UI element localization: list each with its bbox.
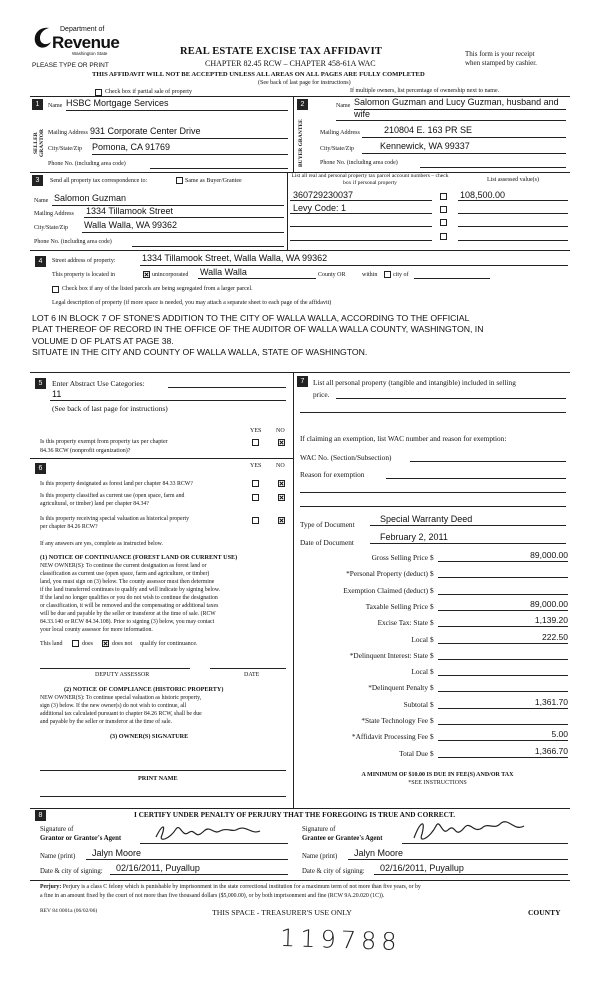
section-3-number: 3	[32, 175, 43, 186]
assessed-1: 108,500.00	[460, 190, 506, 200]
dor-logo-line1: Department of	[60, 26, 105, 33]
corr-name-label: Name	[34, 198, 49, 204]
warning-text: THIS AFFIDAVIT WILL NOT BE ACCEPTED UNLESS ALL AREAS ON ALL PAGES ARE FULLY COMPLETED	[92, 71, 425, 78]
notice-compliance-line: additional tax calculated pursuant to chapter 84.26 RCW, shall be due	[40, 711, 202, 717]
section-7-number: 7	[297, 376, 308, 387]
notice-compliance-line: and payable by the seller or transferor at the time of sale.	[40, 719, 172, 725]
street-address: 1334 Tillamook Street, Walla Walla, WA 99362	[142, 253, 328, 263]
tax-row-label: Exemption Claimed (deduct)	[343, 585, 428, 595]
doc-type-label: Type of Document	[300, 520, 355, 529]
section-2-number: 2	[297, 99, 308, 110]
s5-no-header: NO	[276, 428, 285, 434]
seller-city: Pomona, CA 91769	[92, 142, 171, 152]
grantee-signature	[404, 808, 554, 848]
tax-row-line	[438, 577, 568, 578]
receipt-note-2: when stamped by cashier.	[465, 59, 537, 67]
buyer-name-line2: wife	[354, 109, 371, 119]
personal-property-line-1: List all personal property (tangible and intangible) included in selling	[313, 378, 516, 387]
abstract-use-value: 11	[52, 389, 62, 399]
doc-type: Special Warranty Deed	[380, 514, 473, 524]
grantor-name: Jalyn Moore	[92, 848, 142, 858]
grantor-date-label: Date & city of signing:	[40, 868, 103, 875]
notice-continuance-line: land, you must sign on (3) below. The county assessor must then determine	[40, 579, 215, 585]
corr-name: Salomon Guzman	[54, 193, 127, 203]
tax-row	[300, 682, 568, 698]
tax-row-dollar: $	[430, 618, 434, 628]
historic-question-2: per chapter 84.26 RCW?	[40, 524, 98, 530]
grantee-agent-label: Grantee or Grantee's Agent	[302, 835, 383, 842]
forest-land-question: Is this property designated as forest land per chapter 84.33 RCW?	[40, 481, 193, 487]
assessed-header: List assessed value(s)	[487, 177, 539, 183]
treasurer-use-label: THIS SPACE - TREASURER'S USE ONLY	[212, 908, 352, 917]
tax-row-label: *Personal Property (deduct)	[346, 569, 428, 579]
exemption-claim-label: If claiming an exemption, list WAC number and reason for exemption:	[300, 434, 507, 443]
current-use-yes-checkbox[interactable]	[252, 494, 259, 501]
notice-continuance-line: your local county assessor for more information.	[40, 627, 153, 633]
multiple-owners-note: If multiple owners, list percentage of ownership next to name.	[350, 88, 500, 94]
tax-row-dollar: $	[430, 553, 434, 562]
tax-row-label: Taxable Selling Price	[365, 601, 428, 611]
exempt-question-2: 84.36 RCW (nonprofit organization)?	[40, 448, 131, 454]
seller-phone-label: Phone No. (including area code)	[48, 161, 126, 167]
perjury-bold-label: Perjury:	[40, 884, 62, 890]
buyer-side-label: BUYER GRANTEE	[298, 119, 304, 167]
if-yes-instruction: If any answers are yes, complete as instructed below.	[40, 541, 163, 547]
forest-yes-checkbox[interactable]	[252, 480, 259, 487]
tax-row-line	[438, 757, 568, 758]
tax-row-dollar: $	[430, 667, 434, 677]
personal-property-line-2: price.	[313, 390, 330, 399]
does-not-label: does not	[112, 641, 133, 647]
notice-continuance-line: if the land transferred continues to qualify and will indicate by signing below.	[40, 587, 221, 593]
tax-row	[300, 696, 568, 715]
doc-date-label: Date of Document	[300, 538, 354, 547]
tax-row-label: *Delinquent Penalty	[368, 683, 428, 693]
seller-name: HSBC Mortgage Services	[66, 98, 169, 108]
tax-row-line	[438, 594, 568, 595]
tax-row	[300, 598, 568, 617]
corr-address: 1334 Tillamook Street	[86, 206, 174, 216]
account-1: 360729230037	[293, 190, 354, 200]
tax-row	[300, 715, 568, 731]
tax-row	[300, 617, 568, 633]
certify-statement: I CERTIFY UNDER PENALTY OF PERJURY THAT THE FOREGOING IS TRUE AND CORRECT.	[134, 810, 456, 819]
buyer-name-line1: Salomon Guzman and Lucy Guzman, husband and	[354, 97, 559, 107]
tax-row-line	[438, 643, 568, 644]
tax-table	[300, 548, 570, 768]
doc-date: February 2, 2011	[380, 532, 448, 542]
tax-row-line	[438, 626, 568, 627]
dor-logo	[30, 22, 130, 62]
see-back-note: (See back of last page for instructions)	[258, 80, 351, 86]
account-2: Levy Code: 1	[293, 203, 347, 213]
tax-row-dollar: $	[430, 650, 434, 660]
exempt-yes-checkbox[interactable]	[252, 439, 259, 446]
county-label: COUNTY	[528, 908, 561, 917]
qualify-label: qualify for continuance.	[140, 641, 198, 647]
legal-line-2: PLAT THEREOF OF RECORD IN THE OFFICE OF THE AUDITOR OF WALLA WALLA COUNTY, WASHINGTON, IN	[32, 324, 484, 334]
tax-row-dollar: $	[430, 601, 434, 611]
grantor-signature	[148, 815, 288, 847]
tax-row-value: 5.00	[551, 729, 568, 740]
county-value: Walla Walla	[200, 267, 247, 277]
notice-compliance-line: sign (3) below. If the new owner(s) do not wish to continue, all	[40, 703, 187, 709]
seller-name-label: Name	[48, 103, 63, 109]
tax-row-dollar: $	[430, 634, 434, 644]
tax-row	[300, 650, 568, 666]
tax-row-value: 1,366.70	[534, 745, 568, 756]
abstract-see-back: (See back of last page for instructions)	[52, 404, 168, 413]
print-name-label: PRINT NAME	[138, 775, 178, 782]
current-use-no-checkbox[interactable]	[278, 494, 285, 501]
same-as-buyer-label: Same as Buyer/Grantee	[185, 178, 242, 184]
county-or-label: County OR	[318, 272, 346, 278]
section-8-number: 8	[35, 810, 46, 821]
notice-continuance-line: will be due and payable by the seller or transferor at the time of sale. (RCW	[40, 611, 216, 617]
same-as-buyer-checkbox[interactable]	[176, 177, 183, 184]
tax-row-dollar: $	[430, 569, 434, 579]
personal-property-checkbox-1[interactable]	[440, 193, 447, 200]
notice-continuance-title: (1) NOTICE OF CONTINUANCE (FOREST LAND OR CURRENT USE)	[40, 554, 238, 561]
notice-continuance-line: If the land no longer qualifies or you do not wish to continue the designation	[40, 595, 218, 601]
does-checkbox[interactable]	[72, 640, 79, 647]
grantee-date: 02/16/2011, Puyallup	[380, 863, 464, 873]
notice-continuance-line: 84.33.140 or RCW 84.34.108). Prior to signing (3) below, you may contact	[40, 619, 215, 625]
tax-row-label: Gross Selling Price	[371, 553, 428, 562]
dor-logo-line3: Washington State	[72, 51, 108, 56]
tax-row-dollar: $	[430, 732, 434, 742]
seller-city-label: City/State/Zip	[48, 146, 82, 152]
seller-address-label: Mailing Address	[48, 130, 88, 136]
does-not-checkbox[interactable]	[102, 640, 109, 647]
tax-row-dollar: $	[430, 585, 434, 595]
tax-row-label: *State Technology Fee	[361, 716, 428, 725]
tax-row	[300, 731, 568, 747]
tax-row-label: Excise Tax: State	[377, 618, 428, 628]
see-instructions-note: *SEE INSTRUCTIONS	[408, 780, 467, 786]
grantor-agent-label: Grantor or Grantor's Agent	[40, 835, 122, 842]
section-5-number: 5	[35, 378, 46, 389]
tax-row-line	[438, 659, 568, 660]
tax-row-line	[438, 724, 568, 725]
tax-row	[300, 552, 568, 568]
s6-yes-header: YES	[250, 463, 262, 469]
tax-row	[300, 631, 568, 650]
grantor-name-label: Name (print)	[40, 853, 76, 860]
grantee-date-label: Date & city of signing:	[302, 868, 365, 875]
tax-row-label: Local	[411, 634, 428, 644]
abstract-use-label: Enter Abstract Use Categories:	[52, 379, 145, 388]
s5-yes-header: YES	[250, 428, 262, 434]
buyer-city-label: City/State/Zip	[320, 146, 354, 152]
corr-city-label: City/State/Zip	[34, 225, 68, 231]
buyer-address: 210804 E. 163 PR SE	[384, 125, 473, 135]
corr-address-label: Mailing Address	[34, 211, 74, 217]
grantee-name-label: Name (print)	[302, 853, 338, 860]
send-correspondence-label: Send all property tax correspondence to:	[50, 178, 148, 184]
does-label: does	[82, 641, 93, 647]
tax-row-label: *Affidavit Processing Fee	[351, 732, 428, 742]
owner-signature-label: (3) OWNER(S) SIGNATURE	[110, 733, 189, 740]
within-label: within	[362, 272, 378, 278]
tax-row	[300, 585, 568, 601]
tax-row-dollar: $	[430, 748, 434, 758]
forest-no-checkbox[interactable]	[278, 480, 285, 487]
tax-row	[300, 568, 568, 584]
section-1-number: 1	[32, 99, 43, 110]
tax-row-label: *Delinquent Interest: State	[349, 650, 428, 660]
form-title: REAL ESTATE EXCISE TAX AFFIDAVIT	[180, 46, 383, 57]
tax-row-line	[438, 561, 568, 562]
notice-continuance-line: classification as current use (open space, farm and agriculture, or timber)	[40, 571, 210, 577]
tax-row-value: 89,000.00	[530, 598, 568, 609]
buyer-address-label: Mailing Address	[320, 130, 360, 136]
segregated-checkbox[interactable]	[52, 286, 59, 293]
current-use-question-2: agricultural, or timber) land per chapter 84.34?	[40, 501, 149, 507]
assessor-date-label: DATE	[244, 672, 260, 678]
legal-line-3: VOLUME D OF PLATS AT PAGE 38.	[32, 336, 174, 346]
historic-no-checkbox[interactable]	[278, 517, 285, 524]
buyer-phone-label: Phone No. (including area code)	[320, 160, 398, 166]
tax-row-dollar: $	[430, 683, 434, 693]
unincorporated-label: unincorporated	[152, 272, 189, 278]
city-of-checkbox[interactable]	[384, 271, 391, 278]
reason-exemption-label: Reason for exemption	[300, 470, 365, 479]
exempt-question-1: Is this property exempt from property tax per chapter	[40, 439, 168, 445]
notice-compliance-title: (2) NOTICE OF COMPLIANCE (HISTORIC PROPERTY)	[64, 686, 224, 693]
this-land-label: This land	[40, 641, 63, 647]
dor-logo-line2: Revenue	[52, 33, 120, 52]
wac-label: WAC No. (Section/Subsection)	[300, 453, 392, 462]
tax-row-dollar: $	[430, 716, 434, 725]
tax-row-line	[438, 675, 568, 676]
perjury-line-2: a fine in an amount fixed by the court of not more than five thousand dollars ($5,000.00), or by both imprisonment and fine (RCW 9A.20.020 (1C)).	[40, 893, 385, 899]
handwritten-number: 119788	[279, 923, 403, 957]
section-4-number: 4	[35, 256, 46, 267]
personal-property-checkbox-4[interactable]	[440, 233, 447, 240]
form-chapter: CHAPTER 82.45 RCW – CHAPTER 458-61A WAC	[205, 59, 376, 68]
s6-no-header: NO	[276, 463, 285, 469]
grantee-name: Jalyn Moore	[354, 848, 404, 858]
tax-row	[300, 666, 568, 682]
current-use-question-1: Is this property classified as current use (open space, farm and	[40, 493, 185, 499]
tax-row-value: 89,000.00	[530, 550, 568, 560]
minimum-fee-note: A MINIMUM OF $10.00 IS DUE IN FEE(S) AND/OR TAX	[361, 772, 514, 778]
seller-side-label: SELLER GRANTOR	[33, 129, 45, 158]
tax-row-value: 222.50	[542, 631, 568, 642]
tax-row-value: 1,139.20	[534, 615, 568, 626]
buyer-city: Kennewick, WA 99337	[380, 141, 470, 151]
segregated-label: Check box if any of the listed parcels are being segregated from a larger parcel.	[62, 286, 253, 292]
perjury-text-1: Perjury is a class C felony which is punishable by imprisonment in the state correctional institution for a maximum term of not more than five years, or by	[62, 884, 421, 890]
perjury-line-1	[40, 884, 421, 890]
exempt-no-checkbox[interactable]	[278, 439, 285, 446]
located-text: This property is located in	[52, 272, 115, 278]
historic-yes-checkbox[interactable]	[252, 517, 259, 524]
accounts-header: List all real and personal property tax parcel account numbers – check box if personal property	[291, 173, 449, 186]
receipt-note-1: This form is your receipt	[465, 50, 535, 58]
section-6-number: 6	[35, 463, 46, 474]
buyer-name-label: Name	[336, 103, 351, 109]
corr-phone-label: Phone No. (including area code)	[34, 239, 112, 245]
dor-logo-swoosh-icon	[32, 24, 54, 50]
grantor-date: 02/16/2011, Puyallup	[116, 863, 200, 873]
legal-line-4: SITUATE IN THE CITY AND COUNTY OF WALLA WALLA, STATE OF WASHINGTON.	[32, 347, 368, 357]
tax-row-line	[438, 610, 568, 611]
notice-compliance-line: NEW OWNER(S): To continue special valuation as historic property,	[40, 695, 202, 701]
grantor-sig-of-label: Signature of	[40, 826, 74, 833]
tax-row	[300, 745, 568, 764]
partial-sale-label: Check box if partial sale of property	[105, 89, 192, 95]
partial-sale-checkbox[interactable]	[95, 89, 102, 96]
tax-row-line	[438, 691, 568, 692]
tax-row-line	[438, 708, 568, 709]
city-of-label: city of	[393, 272, 409, 278]
notice-continuance-line: NEW OWNER(S): To continue the current designation as forest land or	[40, 563, 207, 569]
rev-code: REV 84 0001a (06/02/06)	[40, 908, 98, 914]
tax-row-label: Total Due	[399, 748, 428, 758]
legal-description-label: Legal description of property (if more space is needed, you may attach a separate sheet to each page of the affidavit)	[52, 300, 332, 306]
tax-row-dollar: $	[430, 699, 434, 709]
notice-continuance-line: or classification, it will be removed and the compensating or additional taxes	[40, 603, 219, 609]
grantee-sig-of-label: Signature of	[302, 826, 336, 833]
tax-row-line	[438, 740, 568, 741]
legal-line-1: LOT 6 IN BLOCK 7 OF STONE'S ADDITION TO THE CITY OF WALLA WALLA, ACCORDING TO THE OFFICIAL	[32, 313, 470, 323]
tax-row-value: 1,361.70	[534, 696, 568, 707]
unincorporated-checkbox[interactable]	[143, 271, 150, 278]
personal-property-checkbox-3[interactable]	[440, 219, 447, 226]
tax-row-label: Subtotal	[403, 699, 428, 709]
historic-question-1: Is this property receiving special valuation as historical property	[40, 516, 190, 522]
personal-property-checkbox-2[interactable]	[440, 206, 447, 213]
deputy-assessor-label: DEPUTY ASSESSOR	[95, 672, 150, 678]
seller-address: 931 Corporate Center Drive	[90, 126, 201, 136]
please-type: PLEASE TYPE OR PRINT	[32, 62, 109, 69]
street-address-label: Street address of property:	[52, 258, 116, 264]
tax-row-label: Local	[411, 667, 428, 677]
corr-city: Walla Walla, WA 99362	[84, 220, 178, 230]
